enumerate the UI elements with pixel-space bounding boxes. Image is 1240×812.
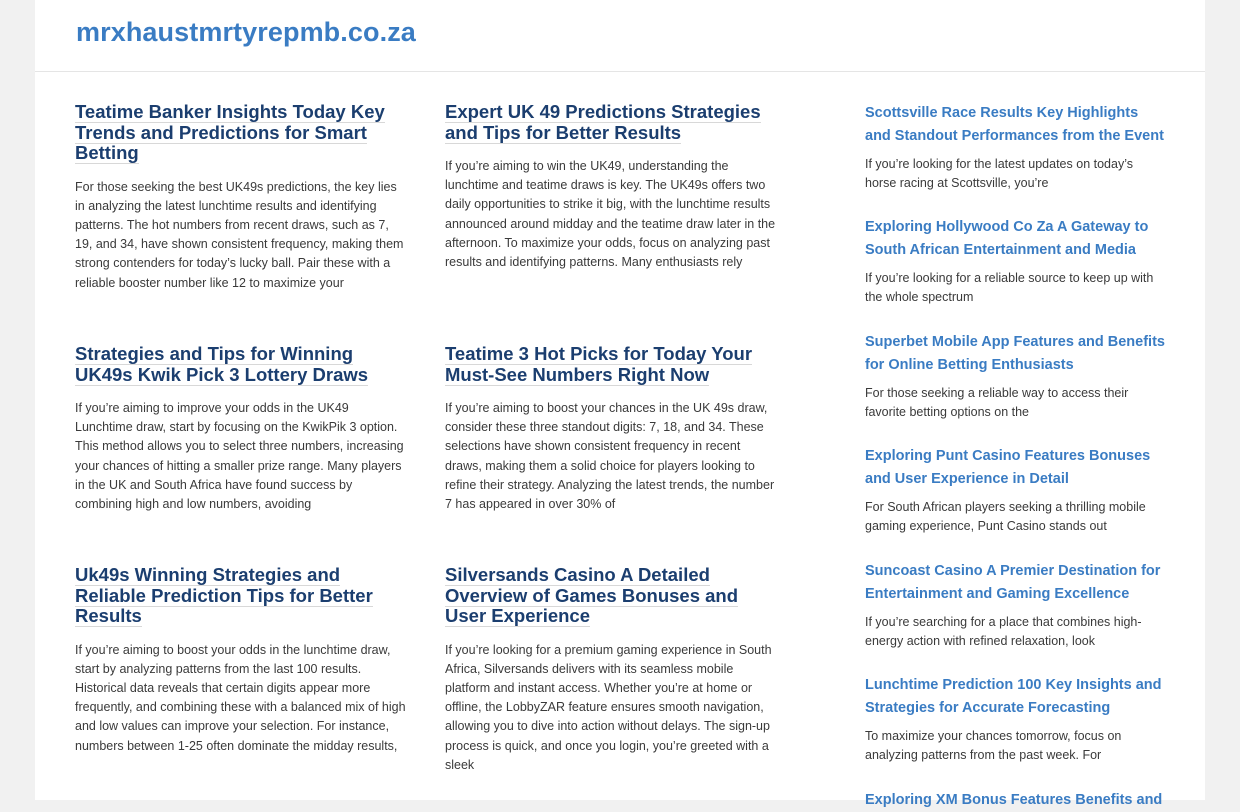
sidebar-post-title [865,789,1165,812]
sidebar-post-title [865,674,1165,719]
post-card [75,565,407,756]
sidebar-post-excerpt: If you’re looking for a reliable source to keep up with the whole spectrum [865,271,1154,305]
post-card [75,102,407,293]
post-card [445,565,777,775]
post-card [445,344,777,514]
post-excerpt: If you’re aiming to win the UK49, understanding the lunchtime and teatime draws is key. The UK49s offers two daily opportunities to strike it big, with the lunchtime results announced around midday and the teatime draw later in the afternoon. To maximize your odds, focus on analyzing past results and identifying patterns. Many enthusiasts rely [445,159,776,270]
sidebar-post [865,560,1165,651]
sidebar-post-excerpt: To maximize your chances tomorrow, focus on analyzing patterns from the past week. For [865,729,1122,763]
sidebar-post-link[interactable]: Superbet Mobile App Features and Benefits for Online Betting Enthusiasts [865,334,1165,373]
post-title-link[interactable]: Strategies and Tips for Winning UK49s Kwik Pick 3 Lottery Draws [75,343,369,385]
sidebar-post [865,789,1165,812]
post-card [445,102,777,272]
post-excerpt: If you’re aiming to improve your odds in the UK49 Lunchtime draw, start by focusing on the KwikPik 3 option. This method allows you to select three numbers, increasing your chances of hitting a smaller prize range. Many players in the UK and South Africa have found success by combining high and low numbers, avoiding [75,401,404,512]
page-container [35,0,1205,808]
sidebar-post-link[interactable]: Scottsville Race Results Key Highlights and Standout Performances from the Event [865,105,1164,144]
sidebar-post-title [865,560,1165,605]
sidebar-post [865,216,1165,307]
sidebar-post-title [865,331,1165,376]
sidebar-post-excerpt: For those seeking a reliable way to access their favorite betting options on the [865,386,1129,420]
sidebar-post-link[interactable]: Exploring XM Bonus Features Benefits and [865,792,1163,808]
post-title-link[interactable]: Silversands Casino A Detailed Overview of Games Bonuses and User Experience [445,564,739,626]
sidebar-post-title [865,102,1165,147]
post-title-link[interactable]: Uk49s Winning Strategies and Reliable Prediction Tips for Better Results [75,564,373,626]
post-excerpt: If you’re aiming to boost your odds in the lunchtime draw, start by analyzing patterns from the last 100 results. Historical data reveals that certain digits appear more frequently, and combining these with a balanced mix of high and low values can improve your selection. For instance, numbers between 1-25 often dominate the midday results, [75,642,406,753]
post-excerpt: For those seeking the best UK49s predictions, the key lies in analyzing the latest lunchtime results and identifying patterns. The hot numbers from recent draws, such as 7, 19, and 34, have shown consistent frequency, making them strong contenders for today’s lucky ball. Pair these with a reliable booster number like 12 to maximize your [75,179,404,290]
site-title-link[interactable]: mrxhaustmrtyrepmb.co.za [76,17,416,47]
post-card [75,344,407,514]
post-title [445,344,777,385]
post-title [445,102,777,143]
sidebar-post-excerpt: If you’re searching for a place that combines high-energy action with refined relaxation, look [865,615,1142,649]
sidebar-post [865,331,1165,422]
sidebar-post-title [865,445,1165,490]
sidebar-post [865,445,1165,536]
sidebar-post-excerpt: If you’re looking for the latest updates on today’s horse racing at Scottsville, you’re [865,157,1133,191]
post-title [445,565,777,627]
sidebar-post-link[interactable]: Exploring Hollywood Co Za A Gateway to South African Entertainment and Media [865,219,1149,258]
sidebar-post-link[interactable]: Lunchtime Prediction 100 Key Insights and Strategies for Accurate Forecasting [865,677,1162,716]
post-title-link[interactable]: Expert UK 49 Predictions Strategies and Tips for Better Results [445,101,761,143]
sidebar-post-title [865,216,1165,261]
sidebar-post-link[interactable]: Exploring Punt Casino Features Bonuses and User Experience in Detail [865,448,1151,487]
sidebar-post-excerpt: For South African players seeking a thrilling mobile gaming experience, Punt Casino stands out [865,500,1146,534]
post-excerpt: If you’re looking for a premium gaming experience in South Africa, Silversands delivers with its seamless mobile platform and instant access. Whether you’re at home or offline, the LobbyZAR feature ensures smooth navigation, allowing you to dive into action without delays. The sign-up process is quick, and once you login, you’re greeted with a sleek [445,642,772,772]
sidebar-post [865,102,1165,193]
post-title-link[interactable]: Teatime 3 Hot Picks for Today Your Must-See Numbers Right Now [445,343,753,385]
post-excerpt: If you’re aiming to boost your chances in the UK 49s draw, consider these three standout digits: 7, 18, and 34. These selections have shown consistent frequency in recent draws, making them a solid choice for players looking to refine their strategy. Analyzing the latest trends, the number 7 has appeared in over 30% of [445,401,775,512]
post-title [75,344,407,385]
post-title [75,102,407,164]
sidebar-post-link[interactable]: Suncoast Casino A Premier Destination for Entertainment and Gaming Excellence [865,563,1161,602]
post-title-link[interactable]: Teatime Banker Insights Today Key Trends and Predictions for Smart Betting [75,101,385,163]
post-title [75,565,407,627]
site-header [35,0,1205,72]
sidebar-post [865,674,1165,765]
